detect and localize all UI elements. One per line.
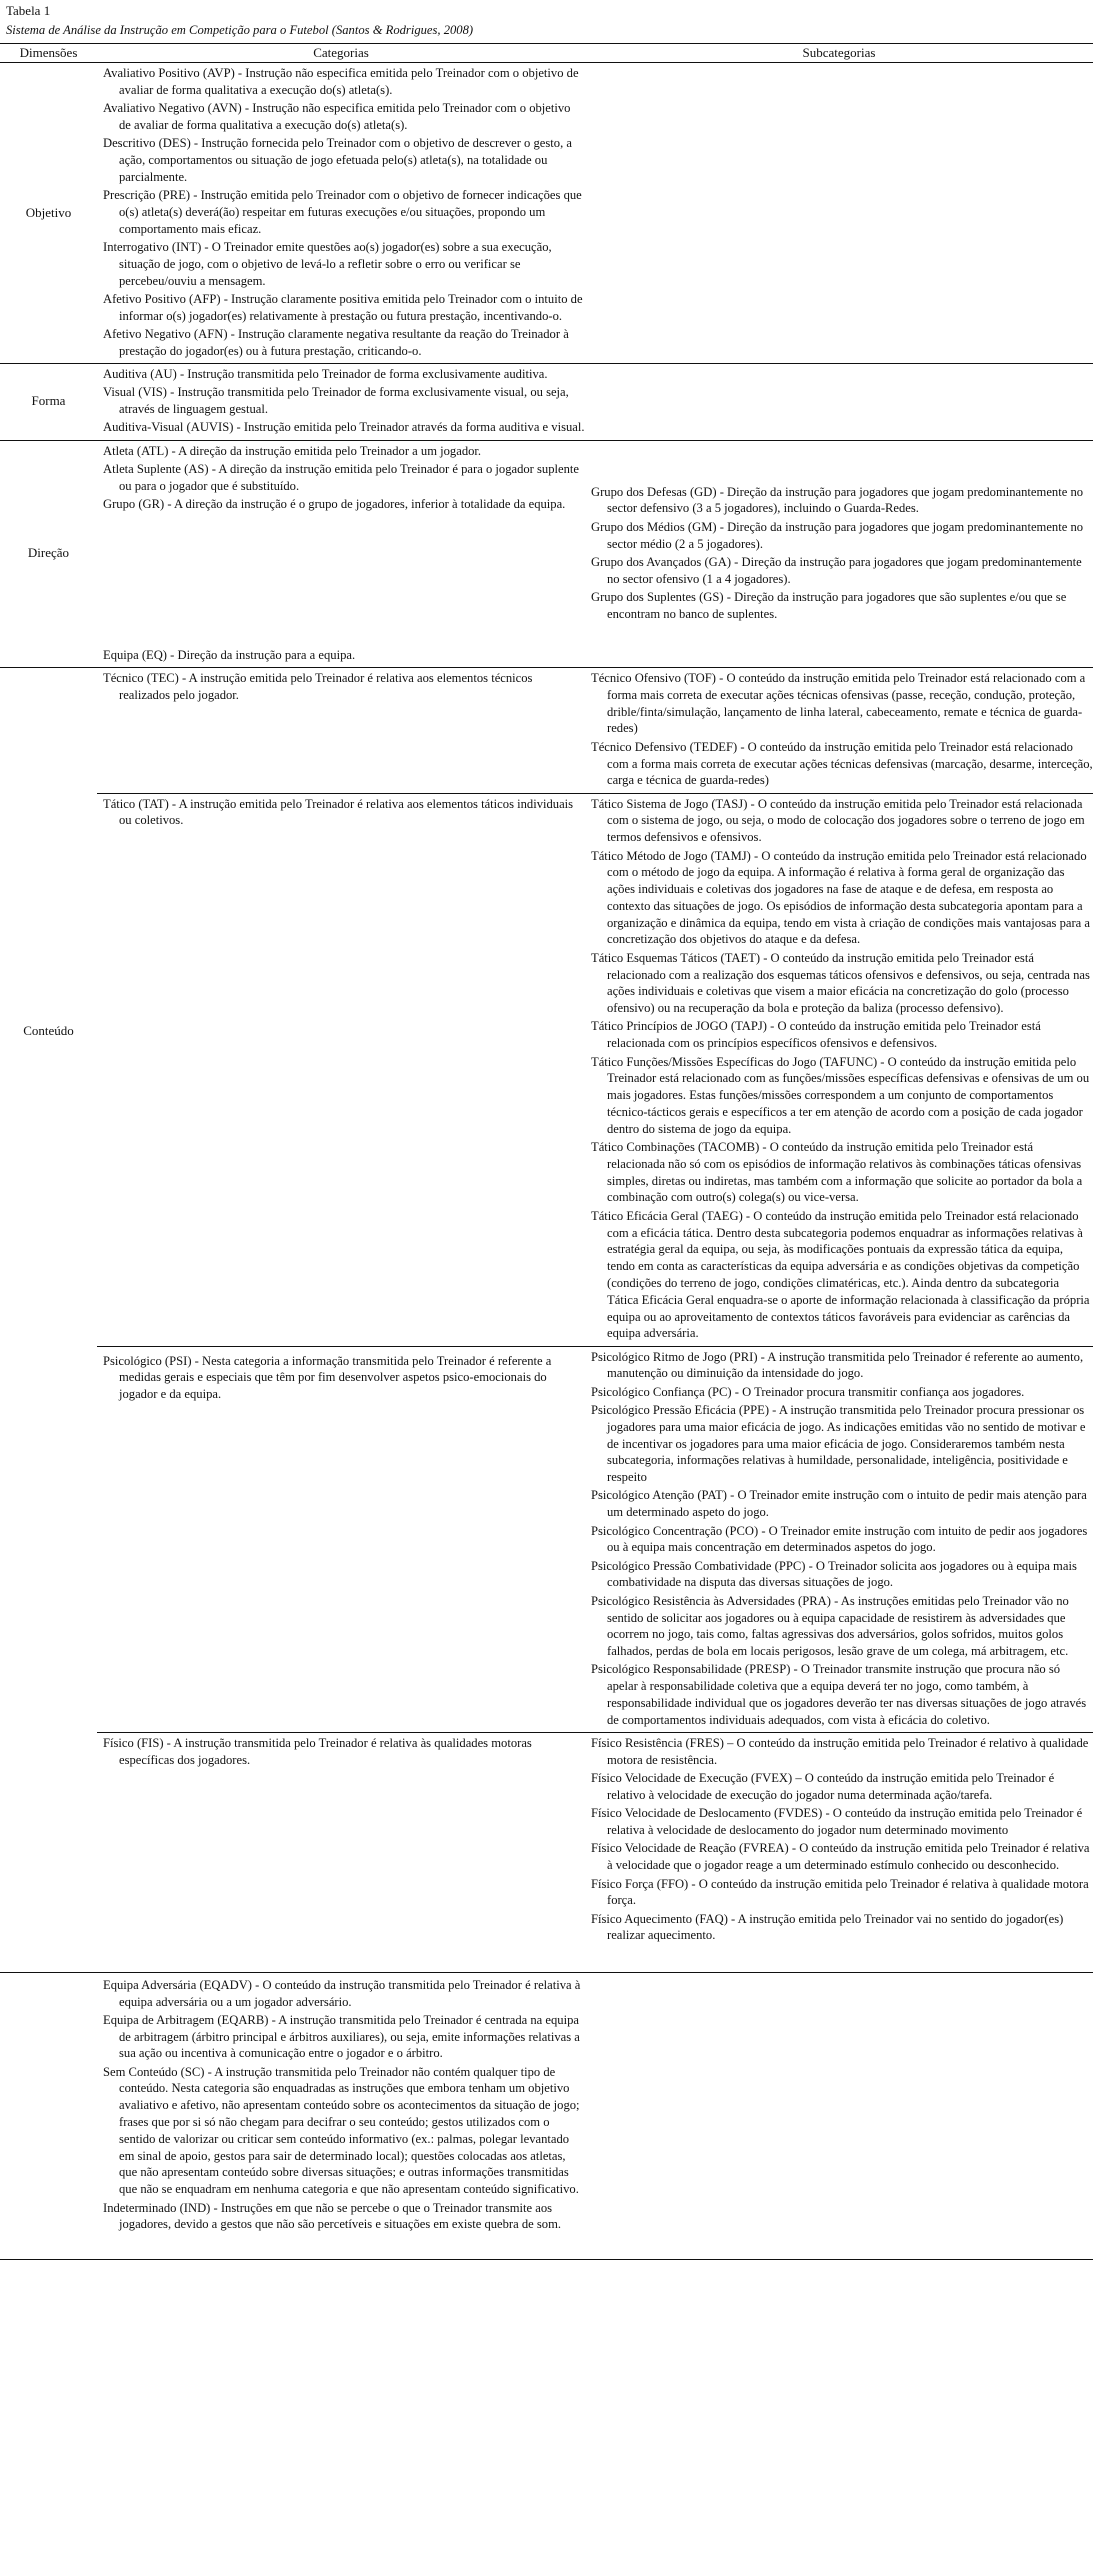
category-item: Afetivo Positivo (AFP) - Instrução claramente positiva emitida pelo Treinador com o intuito de informar o(s) jogador(es) relativamente à prestação ou futura prestação, incentivando-o. xyxy=(103,291,583,323)
categories-outros xyxy=(97,1972,585,2259)
dimension-direcao: Direção xyxy=(0,440,97,667)
row-direcao xyxy=(0,440,1093,667)
subcategories-outros xyxy=(585,1972,1093,2259)
dimension-forma: Forma xyxy=(0,364,97,441)
subcategory-item: Físico Força (FFO) - O conteúdo da instrução emitida pelo Treinador é relativa à qualidade motora força. xyxy=(591,1876,1089,1908)
subcategory-item: Grupo dos Médios (GM) - Direção da instrução para jogadores que jogam predominantemente no sector médio (2 a 5 jogadores). xyxy=(591,519,1084,551)
category-item: Equipa de Arbitragem (EQARB) - A instrução transmitida pelo Treinador é centrada na equipa de arbitragem (árbitro principal e árbitros auxiliares), ou seja, emite informações relativas a sua ação ou incentiva à comunicação entre o jogador e o árbitro. xyxy=(103,2012,580,2061)
category-tecnico xyxy=(97,668,585,794)
subcategory-item: Psicológico Pressão Eficácia (PPE) - A instrução transmitida pelo Treinador procura pressionar os jogadores para uma maior eficácia de jogo. As indicações emitidas vão no sentido de motivar e de incentivar os jogadores para uma maior eficácia de jogo. Consideraremos também nesta subcategoria, informações relativas à humildade, personalidade, inteligência, positividade e respeito xyxy=(591,1403,1086,1485)
header-row xyxy=(0,44,1093,63)
subcategory-item: Grupo dos Defesas (GD) - Direção da instrução para jogadores que jogam predominantemente no sector defensivo (3 a 5 jogadores), incluindo o Guarda-Redes. xyxy=(591,484,1084,516)
row-conteudo-psicologico xyxy=(0,1346,1093,1733)
subcategory-item: Psicológico Concentração (PCO) - O Treinador emite instrução com intuito de pedir aos jogadores ou à equipa mais concentração em determinados aspetos do jogo. xyxy=(591,1523,1088,1555)
category-item: Avaliativo Negativo (AVN) - Instrução não especifica emitida pelo Treinador com o objetivo de avaliar de forma qualitativa a execução do(s) atleta(s). xyxy=(103,101,571,132)
subcategory-item: Psicológico Pressão Combatividade (PPC) - O Treinador solicita aos jogadores ou à equipa mais combatividade na disputa das diversas situações de jogo. xyxy=(591,1558,1077,1590)
category-item: Atleta (ATL) - A direção da instrução emitida pelo Treinador a um jogador. xyxy=(103,443,482,458)
header-subcategorias: Subcategorias xyxy=(585,44,1093,63)
category-item: Interrogativo (INT) - O Treinador emite questões ao(s) jogador(es) sobre a sua execução, situação de jogo, com o objetivo de levá-lo a refletir sobre o erro ou verificar se percebeu/ouviu a mensagem. xyxy=(103,239,552,288)
subcategory-item: Grupo dos Suplentes (GS) - Direção da instrução para jogadores que são suplentes e/ou que se encontram no banco de suplentes. xyxy=(591,589,1067,621)
category-item: Sem Conteúdo (SC) - A instrução transmitida pelo Treinador não contém qualquer tipo de conteúdo. Nesta categoria são enquadradas as instruções que embora tenham um objetivo avaliativo e afetivo, não apresentam conteúdo sobre os acontecimentos da situação de jogo; frases que por si só não chegam para decifrar o seu conteúdo; gestos utilizados com o sentido de valorizar ou criticar sem conteúdo informativo (ex.: palmas, polegar levantado em sinal de apoio, gestos para sair de determinado local); questões colocadas aos atletas, que não apresentam conteúdo sobre diversas situações; e outras informações transmitidas que não se enquadram em nenhuma categoria e que não apresentam conteúdo significativo. xyxy=(103,2064,580,2197)
subcategory-item: Técnico Defensivo (TEDEF) - O conteúdo da instrução emitida pelo Treinador está relacionado com a forma mais correta de executar ações técnicas defensivas (marcação, desarme, interceção, carga e técnica de guarda-redes) xyxy=(591,739,1093,788)
subcategories-objetivo xyxy=(585,63,1093,364)
subcategory-item: Físico Aquecimento (FAQ) - A instrução emitida pelo Treinador vai no sentido do jogador(es) realizar aquecimento. xyxy=(591,1911,1064,1943)
row-conteudo-outros xyxy=(0,1972,1093,2259)
subcategory-item: Tático Funções/Missões Específicas do Jogo (TAFUNC) - O conteúdo da instrução emitida pelo Treinador está relacionado com as funções/missões específicas defensivas e ofensivas de um ou mais jogadores. Estas funções/missões correspondem a um conjunto de comportamentos técnico-tácticos gerais e específicos a ter em atenção de acordo com a posição de cada jogador dentro do sistema de jogo da equipa. xyxy=(591,1054,1090,1136)
row-conteudo-tatico xyxy=(0,793,1093,1346)
subcategory-item: Tático Método de Jogo (TAMJ) - O conteúdo da instrução emitida pelo Treinador está relacionado com o método de jogo da equipa. A informação é relativa à forma geral de organização das ações individuais e coletivas dos jogadores na fase de ataque e de defesa, em resposta ao contexto das situações de jogo. Os episódios de informação desta subcategoria apontam para a organização e dinâmica da equipa, tendo em vista à criação de condições mais vantajosas para a concretização dos objetivos do ataque e da defesa. xyxy=(591,848,1091,947)
header-categorias: Categorias xyxy=(97,44,585,63)
category-item: Físico (FIS) - A instrução transmitida pelo Treinador é relativa às qualidades motoras específicas dos jogadores. xyxy=(103,1736,532,1767)
table-title: Sistema de Análise da Instrução em Competição para o Futebol (Santos & Rodrigues, 2008) xyxy=(6,23,474,37)
subcategories-psicologico xyxy=(585,1346,1093,1733)
category-item: Tático (TAT) - A instrução emitida pelo Treinador é relativa aos elementos táticos individuais ou coletivos. xyxy=(103,796,574,828)
dimension-empty xyxy=(0,1972,97,2259)
subcategory-item: Tático Esquemas Táticos (TAET) - O conteúdo da instrução emitida pelo Treinador está relacionado com a realização dos esquemas táticos ofensivos e defensivos, ou seja, centrada nas ações individuais e coletivas que visem a maior eficácia na concretização do golo (processo ofensivo) ou na recuperação da bola e proteção da baliza (processo defensivo). xyxy=(591,950,1090,1016)
subcategory-item: Psicológico Ritmo de Jogo (PRI) - A instrução transmitida pelo Treinador é referente ao aumento, manutenção ou diminuição da intensidade do jogo. xyxy=(591,1349,1084,1381)
header-dimensoes: Dimensões xyxy=(0,44,97,63)
table-number: Tabela 1 xyxy=(6,3,51,18)
subcategory-item: Psicológico Resistência às Adversidades (PRA) - As instruções emitidas pelo Treinador vão no sentido de solicitar aos jogadores ou à equipa capacidade de resistirem às adversidades que ocorrem no jogo, tais como, faltas agressivas dos adversários, golos sofridos, muitos golos falhados, perdas de bola em locais perigosos, lesão grave de um colega, má arbitragem, etc. xyxy=(591,1593,1069,1659)
subcategory-item: Grupo dos Avançados (GA) - Direção da instrução para jogadores que jogam predominantemente no sector ofensivo (1 a 4 jogadores). xyxy=(591,554,1082,586)
dimension-conteudo: Conteúdo xyxy=(23,1023,74,1039)
category-item: Avaliativo Positivo (AVP) - Instrução não especifica emitida pelo Treinador com o objetivo de avaliar de forma qualitativa a execução do(s) atleta(s). xyxy=(103,66,579,97)
categories-forma xyxy=(97,364,585,441)
category-tatico xyxy=(97,793,585,1346)
category-item: Prescrição (PRE) - Instrução emitida pelo Treinador com o objetivo de fornecer indicações que o(s) atleta(s) deverá(ão) respeitar em futuras execuções e/ou situações, propondo um comportamento mais eficaz. xyxy=(103,188,582,236)
category-item: Indeterminado (IND) - Instruções em que não se percebe o que o Treinador transmite aos jogadores, devido a gestos que não são percetíveis e situações em existe quebra de som. xyxy=(103,2200,562,2232)
category-item: Técnico (TEC) - A instrução emitida pelo Treinador é relativa aos elementos técnicos realizados pelo jogador. xyxy=(103,671,533,702)
category-item: Auditiva-Visual (AUVIS) - Instrução emitida pelo Treinador através da forma auditiva e visual. xyxy=(103,420,585,435)
category-item: Afetivo Negativo (AFN) - Instrução claramente negativa resultante da reação do Treinador à prestação do jogador(es) ou à futura prestação, criticando-o. xyxy=(103,326,569,358)
subcategory-item: Psicológico Responsabilidade (PRESP) - O Treinador transmite instrução que procura não só apelar à responsabilidade coletiva que a equipa deverá ter no jogo, como também, à responsabilidade individual que os jogadores deverão ter nas diversas situações de jogo através de comportamentos individuais adequados, com vista à eficácia do coletivo. xyxy=(591,1662,1087,1727)
subcategory-item: Técnico Ofensivo (TOF) - O conteúdo da instrução emitida pelo Treinador está relacionado com a forma mais correta de executar ações técnicas ofensivas (passe, receção, condução, proteção, drible/finta/simulação, lançamento de linha lateral, cabeceamento, remate e técnica de guarda-redes) xyxy=(591,671,1086,736)
subcategory-item: Físico Velocidade de Reação (FVREA) - O conteúdo da instrução emitida pelo Treinador é relativa à velocidade que o jogador reage a um determinado estímulo conhecido ou desconhecido. xyxy=(591,1841,1090,1873)
subcategory-item: Físico Velocidade de Execução (FVEX) – O conteúdo da instrução emitida pelo Treinador é relativo à velocidade de execução do jogador numa determinada ação/tarefa. xyxy=(591,1771,1055,1803)
category-psicologico xyxy=(97,1346,585,1733)
categories-objetivo xyxy=(97,63,585,364)
dimension-objetivo: Objetivo xyxy=(0,63,97,364)
subcategory-item: Psicológico Confiança (PC) - O Treinador procura transmitir confiança aos jogadores. xyxy=(591,1384,1025,1399)
subcategory-item: Físico Resistência (FRES) – O conteúdo da instrução emitida pelo Treinador é relativo à qualidade motora de resistência. xyxy=(591,1736,1089,1767)
category-item: Grupo (GR) - A direção da instrução é o grupo de jogadores, inferior à totalidade da equipa. xyxy=(103,497,566,512)
subcategory-item: Tático Combinações (TACOMB) - O conteúdo da instrução emitida pelo Treinador está relacionada não só com os episódios de informação relativos às combinações táticas ofensivas simples, diretas ou indiretas, mas também com a informação que solicite ao portador da bola a combinação com outro(s) colega(s) ou vice-versa. xyxy=(591,1140,1083,1205)
subcategories-direcao xyxy=(585,440,1093,667)
category-item: Descritivo (DES) - Instrução fornecida pelo Treinador com o objetivo de descrever o gesto, a ação, comportamentos ou situação de jogo efetuada pelo(s) atleta(s), na totalidade ou parcialmente. xyxy=(103,136,572,184)
instruction-analysis-table xyxy=(0,43,1093,2260)
subcategories-fisico xyxy=(585,1733,1093,1973)
subcategory-item: Tático Sistema de Jogo (TASJ) - O conteúdo da instrução emitida pelo Treinador está relacionada com o sistema de jogo, ou seja, o modo de colocação dos jogadores sobre o terreno de jogo em termos defensivos e ofensivos. xyxy=(591,796,1085,845)
category-item: Auditiva (AU) - Instrução transmitida pelo Treinador de forma exclusivamente auditiva. xyxy=(103,367,548,382)
row-forma xyxy=(0,364,1093,441)
categories-direcao xyxy=(97,440,585,667)
category-fisico xyxy=(97,1733,585,1973)
subcategory-item: Físico Velocidade de Deslocamento (FVDES) - O conteúdo da instrução emitida pelo Treinador é relativa à velocidade de deslocamento do jogador num determinado movimento xyxy=(591,1806,1083,1838)
subcategory-item: Tático Eficácia Geral (TAEG) - O conteúdo da instrução emitida pelo Treinador está relacionado com a eficácia tática. Dentro desta subcategoria podemos enquadrar as informações relativas à estratégia geral da equipa, ou seja, às modificações pontuais da expressão tática da equipa, tendo em conta as características da equipa adversária e as condições objetivas da competição (condições do terreno de jogo, condições climatéricas, etc.). Ainda dentro da subcategoria Tática Eficácia Geral enquadra-se o aporte de informação relacionada à classificação da própria equipa ou ao aproveitamento de contextos táticos favoráveis para evidenciar as carências da equipa adversária. xyxy=(591,1208,1090,1341)
subcategories-tecnico xyxy=(585,668,1093,794)
category-item: Atleta Suplente (AS) - A direção da instrução emitida pelo Treinador é para o jogador suplente ou para o jogador que é substituído. xyxy=(103,462,579,493)
row-objetivo xyxy=(0,63,1093,364)
row-conteudo-fisico xyxy=(0,1733,1093,1973)
subcategory-item: Psicológico Atenção (PAT) - O Treinador emite instrução com o intuito de pedir mais atenção para um determinado aspeto do jogo. xyxy=(591,1488,1087,1520)
subcategories-forma xyxy=(585,364,1093,441)
category-item: Visual (VIS) - Instrução transmitida pelo Treinador de forma exclusivamente visual, ou seja, através de linguagem gestual. xyxy=(103,385,569,417)
row-conteudo-tecnico xyxy=(0,668,1093,794)
subcategory-item: Tático Princípios de JOGO (TAPJ) - O conteúdo da instrução emitida pelo Treinador está relacionada com os princípios específicos ofensivos e defensivos. xyxy=(591,1019,1041,1051)
category-item-equipa: Equipa (EQ) - Direção da instrução para a equipa. xyxy=(103,647,356,662)
subcategories-tatico xyxy=(585,793,1093,1346)
category-item: Equipa Adversária (EQADV) - O conteúdo da instrução transmitida pelo Treinador é relativa à equipa adversária ou a um jogador adversário. xyxy=(103,1977,581,2009)
category-item: Psicológico (PSI) - Nesta categoria a informação transmitida pelo Treinador é referente a medidas gerais e especiais que têm por fim desenvolver aspetos psico-emocionais do jogador e da equipa. xyxy=(103,1353,552,1402)
